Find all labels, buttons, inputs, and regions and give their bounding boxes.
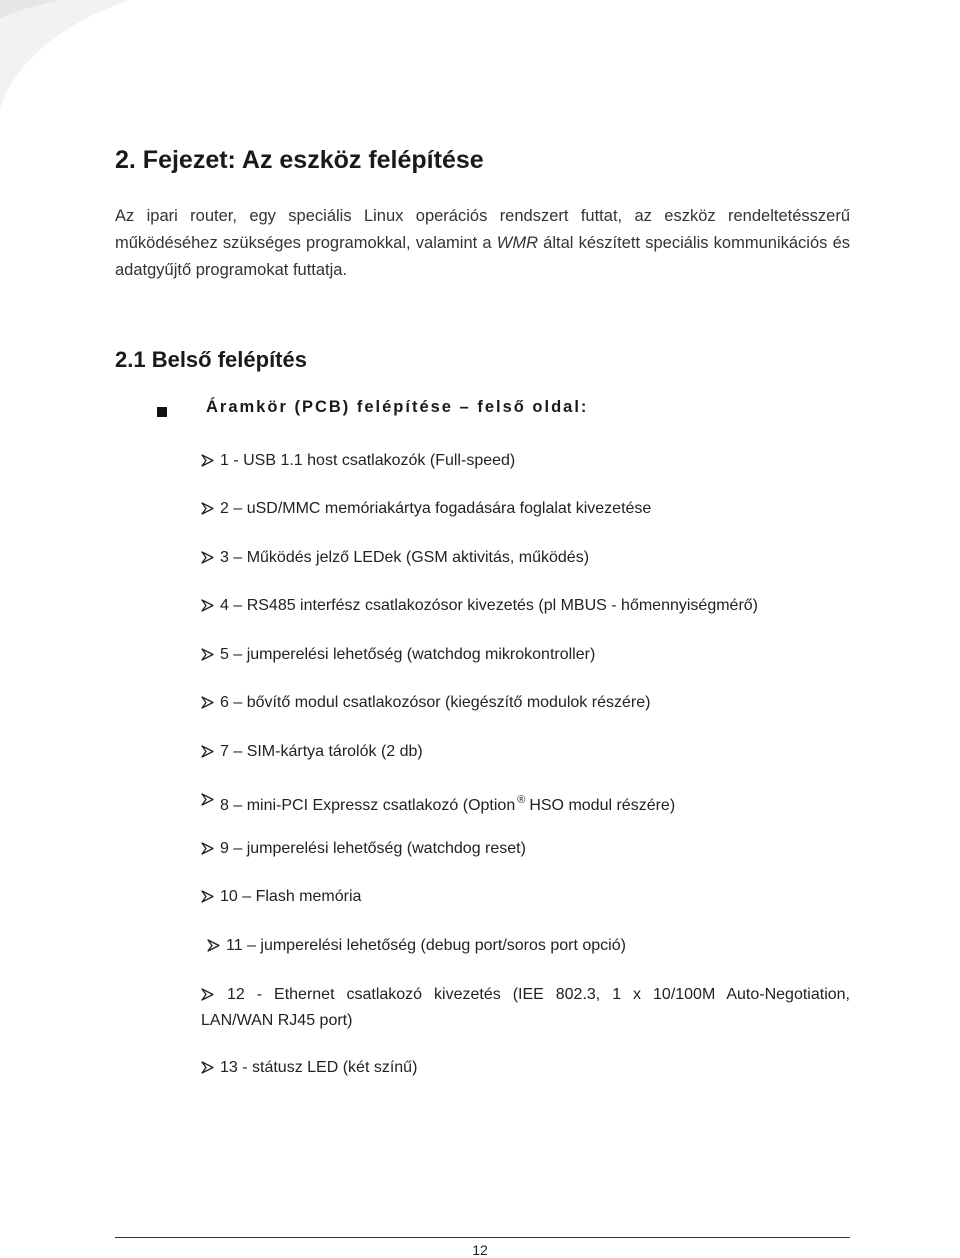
- arrow-bullet-icon: [207, 939, 220, 952]
- list-item: [201, 593, 758, 619]
- list-item: [201, 982, 850, 1034]
- item8-text-before: 8 – mini-PCI Expressz csatlakozó (Option: [220, 797, 516, 814]
- subsection-heading: [158, 398, 588, 417]
- list-item: [201, 496, 651, 522]
- footer-divider: [115, 1237, 850, 1238]
- arrow-bullet-icon: [201, 1061, 214, 1074]
- list-item-text: 3 – Működés jelző LEDek (GSM aktivitás, működés): [220, 549, 590, 566]
- arrow-bullet-icon: [201, 842, 214, 855]
- subsection-title: Áramkör (PCB) felépítése – felső oldal:: [206, 398, 589, 416]
- arrow-bullet-icon: [201, 551, 214, 564]
- chapter-title: 2. Fejezet: Az eszköz felépítése: [115, 146, 484, 174]
- list-item: [201, 448, 515, 474]
- arrow-bullet-icon: [201, 988, 214, 1001]
- arrow-bullet-icon: [201, 745, 214, 758]
- section-title: 2.1 Belső felépítés: [115, 347, 307, 372]
- registered-mark: ®: [517, 794, 526, 806]
- intro-paragraph: [115, 203, 850, 284]
- list-item: [201, 884, 361, 910]
- list-item-text: 1 - USB 1.1 host csatlakozók (Full-speed): [220, 452, 516, 469]
- square-bullet-icon: [157, 407, 167, 417]
- list-item: [201, 836, 526, 862]
- list-item-text: 2 – uSD/MMC memóriakártya fogadására foglalat kivezetése: [220, 500, 652, 517]
- arrow-bullet-icon: [201, 502, 214, 515]
- list-item-text: 5 – jumperelési lehetőség (watchdog mikrokontroller): [220, 646, 596, 663]
- arrow-bullet-icon: [201, 648, 214, 661]
- list-item-text: 9 – jumperelési lehetőség (watchdog reset): [220, 840, 526, 857]
- list-item-text: [220, 787, 675, 819]
- list-item-text: 11 – jumperelési lehetőség (debug port/soros port opció): [226, 937, 626, 954]
- arrow-bullet-icon: [201, 454, 214, 467]
- list-item-text: 12 - Ethernet csatlakozó kivezetés (IEE 802.3, 1 x 10/100M Auto-Negotiation, LAN/WAN RJ45 port): [201, 986, 850, 1029]
- arrow-bullet-icon: [201, 793, 214, 806]
- intro-text-before: Az ipari router, egy speciális Linux operációs rendszert futtat, az eszköz rendeltetésszerű működéséhez szükséges programokkal, valamint a: [115, 207, 850, 252]
- intro-emphasis: WMR: [496, 234, 538, 252]
- list-item: [201, 739, 423, 765]
- item8-text-after: HSO modul részére): [529, 797, 676, 814]
- list-item: [207, 933, 626, 959]
- list-item-text: 13 - státusz LED (két színű): [220, 1059, 418, 1076]
- list-item: [201, 642, 595, 668]
- intro-text-after: által készített speciális kommunikációs és adatgyűjtő programokat futtatja.: [115, 234, 850, 279]
- list-item-text: 7 – SIM-kártya tárolók (2 db): [220, 743, 423, 760]
- list-item: [201, 545, 589, 571]
- list-item-text: 4 – RS485 interfész csatlakozósor kivezetés (pl MBUS - hőmennyiségmérő): [220, 597, 758, 614]
- arrow-bullet-icon: [201, 696, 214, 709]
- corner-decoration: [0, 0, 130, 110]
- list-item: [201, 787, 675, 819]
- arrow-bullet-icon: [201, 599, 214, 612]
- list-item: [201, 1055, 417, 1081]
- list-item-text: 6 – bővítő modul csatlakozósor (kiegészítő modulok részére): [220, 694, 651, 711]
- list-item-text: 10 – Flash memória: [220, 888, 362, 905]
- page-number: 12: [472, 1242, 488, 1258]
- list-item: [201, 690, 650, 716]
- arrow-bullet-icon: [201, 890, 214, 903]
